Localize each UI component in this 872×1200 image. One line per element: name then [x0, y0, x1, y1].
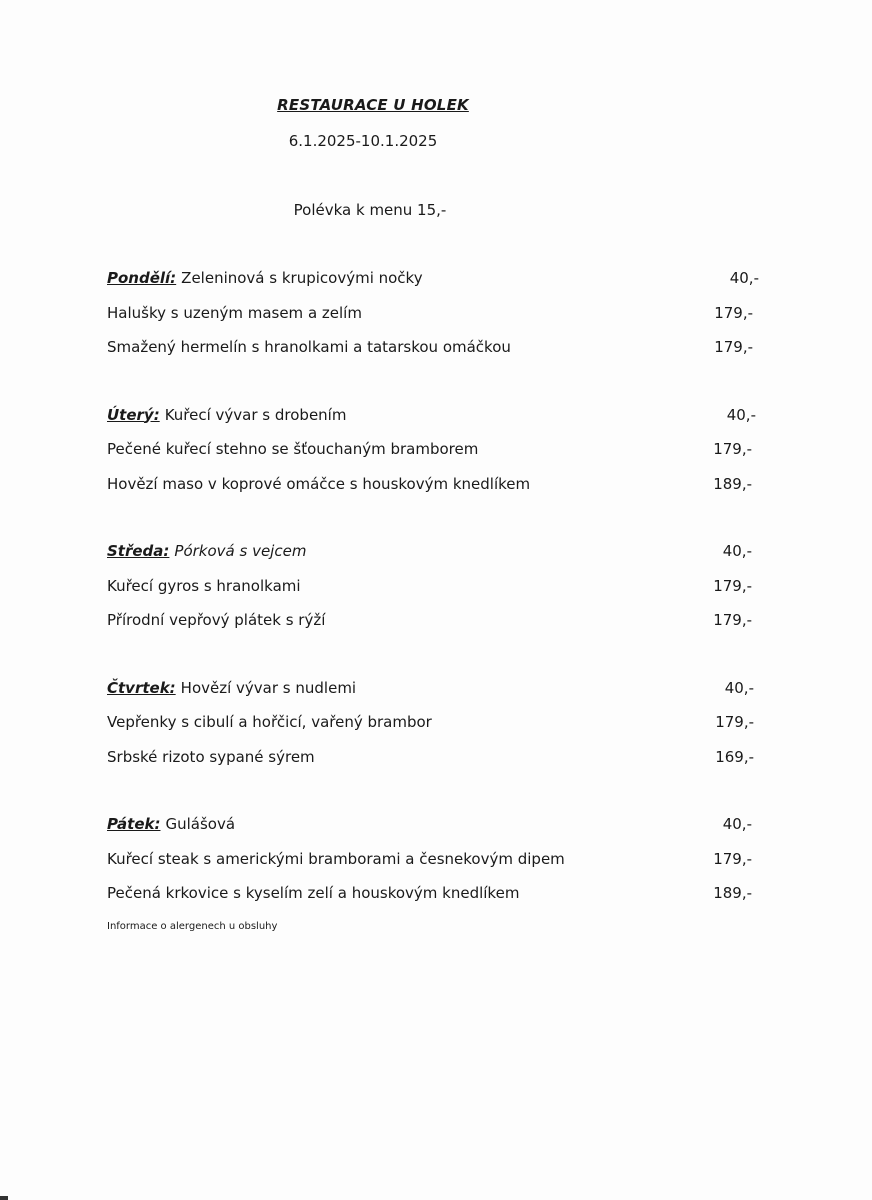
dish-name	[107, 678, 356, 698]
dish-price: 40,-	[729, 269, 759, 287]
dish-name: Pečené kuřecí stehno se šťouchaným bramborem	[107, 440, 479, 458]
day-monday	[107, 268, 757, 372]
menu-row	[107, 405, 757, 440]
day-label: Pátek:	[107, 815, 161, 833]
dish-name: Pečená krkovice s kyselím zelí a houskovým knedlíkem	[107, 884, 520, 902]
weekly-menu	[107, 268, 757, 918]
dish-name: Smažený hermelín s hranolkami a tatarskou omáčkou	[107, 338, 511, 356]
day-thursday	[107, 678, 757, 782]
dish-name: Kuřecí gyros s hranolkami	[107, 576, 301, 595]
menu-row	[107, 268, 757, 303]
day-wednesday	[107, 541, 757, 645]
menu-row	[107, 474, 757, 509]
day-label: Středa:	[107, 542, 170, 560]
dish-text: Hovězí vývar s nudlemi	[180, 678, 357, 697]
dish-price: 40,-	[726, 405, 756, 424]
dish-price: 189,-	[713, 884, 752, 902]
day-label: Čtvrtek:	[107, 678, 176, 697]
day-friday	[107, 814, 757, 918]
dish-price: 179,-	[713, 611, 752, 629]
dish-price: 179,-	[713, 440, 752, 458]
menu-row	[107, 712, 757, 747]
day-label: Pondělí:	[107, 269, 177, 287]
menu-row	[107, 814, 757, 849]
dish-text: Gulášová	[165, 815, 236, 833]
menu-row	[107, 337, 757, 372]
dish-text: Zeleninová s krupicovými nočky	[181, 269, 423, 287]
dish-price: 179,-	[713, 849, 752, 868]
day-label: Úterý:	[107, 405, 160, 424]
menu-row	[107, 678, 757, 713]
scan-edge-mark	[0, 1196, 8, 1200]
dish-price: 40,-	[722, 815, 752, 833]
restaurant-title: RESTAURACE U HOLEK	[277, 96, 469, 114]
dish-name: Srbské rizoto sypané sýrem	[107, 747, 315, 766]
menu-row	[107, 439, 757, 474]
dish-name: Halušky s uzeným masem a zelím	[107, 303, 362, 322]
dish-name	[107, 814, 235, 834]
dish-name: Kuřecí steak s americkými bramborami a česnekovým dipem	[107, 849, 565, 868]
menu-dates: 6.1.2025-10.1.2025	[288, 132, 438, 150]
dish-text: Kuřecí vývar s drobením	[164, 405, 347, 424]
menu-row	[107, 747, 757, 782]
dish-price: 179,-	[713, 576, 752, 595]
dish-name: Hovězí maso v koprové omáčce s houskovým knedlíkem	[107, 474, 531, 493]
dish-name	[107, 405, 346, 425]
dish-price: 189,-	[713, 474, 752, 493]
dish-name: Vepřenky s cibulí a hořčicí, vařený brambor	[107, 713, 432, 731]
dish-price: 169,-	[715, 747, 754, 766]
dish-price: 179,-	[714, 303, 753, 322]
dish-price: 40,-	[722, 542, 752, 560]
allergen-note: Informace o alergenech u obsluhy	[107, 921, 278, 932]
soup-price-note: Polévka k menu 15,-	[293, 201, 447, 219]
dish-price: 179,-	[714, 338, 753, 356]
day-tuesday	[107, 405, 757, 509]
menu-row	[107, 303, 757, 338]
menu-row	[107, 610, 757, 645]
menu-row	[107, 883, 757, 918]
menu-row	[107, 541, 757, 576]
dish-name	[107, 541, 306, 561]
dish-price: 40,-	[724, 678, 754, 697]
dish-name: Přírodní vepřový plátek s rýží	[107, 611, 326, 629]
menu-row	[107, 849, 757, 884]
dish-text: Pórková s vejcem	[174, 542, 307, 560]
dish-name	[107, 268, 423, 288]
dish-price: 179,-	[715, 713, 754, 731]
menu-row	[107, 576, 757, 611]
